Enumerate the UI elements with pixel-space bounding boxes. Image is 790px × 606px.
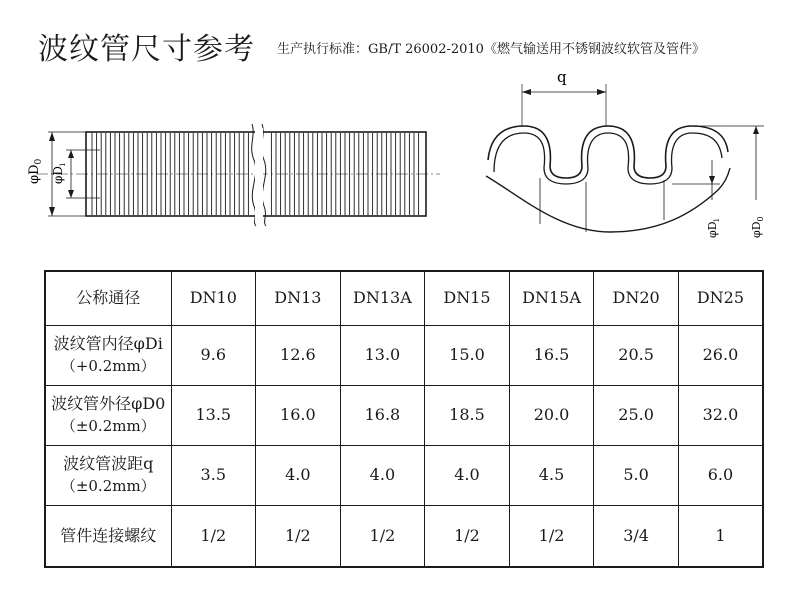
table-cell: 13.5 — [171, 385, 256, 445]
row-label-tolerance: （+0.2mm） — [60, 357, 156, 375]
id-label-right: $\varphi D_i$ — [706, 218, 721, 238]
row-label-text: 波纹管内径φDi — [53, 334, 163, 353]
table-cell: 20.5 — [594, 325, 679, 385]
table-cell: 1 — [678, 505, 763, 567]
row-label — [45, 385, 171, 445]
table-header-row — [45, 271, 763, 325]
row-label — [45, 505, 171, 567]
table-cell: 16.8 — [340, 385, 425, 445]
pitch-label: q — [557, 68, 567, 86]
header-label: 公称通径 — [45, 271, 171, 325]
column-header: DN13A — [340, 271, 425, 325]
table-cell: 1/2 — [256, 505, 341, 567]
table-cell: 1/2 — [340, 505, 425, 567]
row-label-text: 波纹管外径φD0 — [51, 394, 166, 413]
table-row-thread — [45, 505, 763, 567]
table-cell: 3.5 — [171, 445, 256, 505]
pipe-size-table — [44, 270, 764, 568]
table-cell: 12.6 — [256, 325, 341, 385]
table-cell: 4.0 — [340, 445, 425, 505]
row-label-text: 管件连接螺纹 — [60, 525, 157, 545]
section-wave-bottom — [486, 168, 730, 232]
table-cell: 4.0 — [425, 445, 510, 505]
row-label-text: 波纹管波距q — [63, 454, 154, 473]
corrugation-profile-outer — [488, 126, 728, 178]
table-cell: 1/2 — [509, 505, 594, 567]
table-cell: 4.0 — [256, 445, 341, 505]
corrugation-profile-inner — [494, 133, 722, 184]
page-title: 波纹管尺寸参考 — [38, 32, 255, 67]
table-cell: 5.0 — [594, 445, 679, 505]
od-label-right: $\varphi D_0$ — [750, 216, 765, 238]
row-label-tolerance: （±0.2mm） — [60, 417, 156, 435]
row-label — [45, 325, 171, 385]
table-cell: 25.0 — [594, 385, 679, 445]
column-header: DN20 — [594, 271, 679, 325]
table-row-outer-diameter — [45, 385, 763, 445]
table-row-pitch — [45, 445, 763, 505]
column-header: DN13 — [256, 271, 341, 325]
table-row-inner-diameter — [45, 325, 763, 385]
table-cell: 1/2 — [425, 505, 510, 567]
corrugated-pipe-drawing — [0, 0, 790, 270]
table-cell: 26.0 — [678, 325, 763, 385]
table-cell: 6.0 — [678, 445, 763, 505]
id-label-left: $\varphi D_i$ — [51, 163, 67, 184]
standard-note: 生产执行标准：GB/T 26002-2010《燃气输送用不锈钢波纹软管及管件》 — [277, 42, 705, 57]
table-cell: 16.0 — [256, 385, 341, 445]
column-header: DN15 — [425, 271, 510, 325]
table-cell: 4.5 — [509, 445, 594, 505]
column-header: DN15A — [509, 271, 594, 325]
column-header: DN10 — [171, 271, 256, 325]
pipe-cross-section — [486, 84, 764, 232]
table-cell: 13.0 — [340, 325, 425, 385]
table-cell: 18.5 — [425, 385, 510, 445]
pipe-side-view — [36, 124, 440, 226]
table-cell: 1/2 — [171, 505, 256, 567]
table-cell: 3/4 — [594, 505, 679, 567]
table-cell: 9.6 — [171, 325, 256, 385]
table-cell: 20.0 — [509, 385, 594, 445]
column-header: DN25 — [678, 271, 763, 325]
table-cell: 16.5 — [509, 325, 594, 385]
table-cell: 32.0 — [678, 385, 763, 445]
row-label-tolerance: （±0.2mm） — [60, 477, 156, 495]
od-label-left: $\varphi D_0$ — [27, 158, 44, 184]
row-label — [45, 445, 171, 505]
table-cell: 15.0 — [425, 325, 510, 385]
